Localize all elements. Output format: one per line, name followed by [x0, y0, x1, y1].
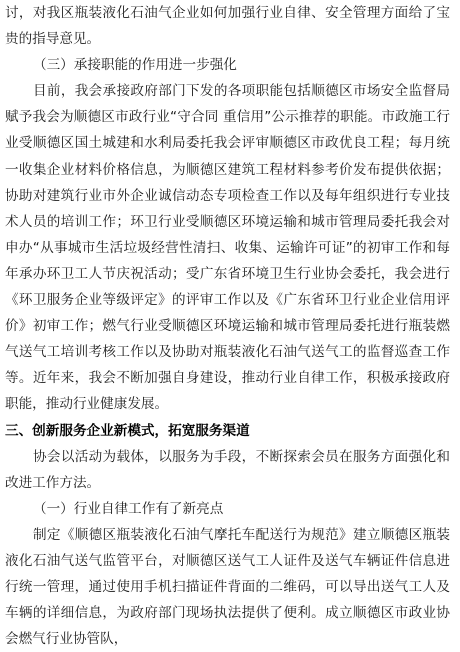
paragraph-service: 协会以活动为载体，以服务为手段，不断探索会员在服务方面强化和改进工作方法。	[5, 448, 450, 491]
section-heading-1: （一）行业自律工作有了新亮点	[33, 500, 224, 517]
main-heading-3: 三、创新服务企业新模式，拓宽服务渠道	[5, 422, 250, 439]
paragraph-self-discipline: 制定《顺德区瓶装液化石油气摩托车配送行为规范》建立顺德区瓶装液化石油气送气监管平台，对顺德区送气工人证件及送气车辆证件信息进行统一管理，通过使用手机扫描证件背面的二维码，可以导出送气工人及车辆的详细信息，为政府部门现场执法提供了便利。成立顺德区市政业协会燃气行业协管队，	[5, 526, 450, 648]
paragraph-functions: 目前，我会承接政府部门下发的各项职能包括顺德区市场安全监督局赋予我会为顺德区市政行业“守合同 重信用”公示推荐的职能。市政施工行业受顺德区国土城建和水利局委托我会评审顺德区市政优良工程；每月统一收集企业材料价格信息，为顺德区建筑工程材料参考价发布提供依据；协助对建筑行业市外企业诚信动态专项检查工作以及每年组织进行专业技术人员的培训工作；环卫行业受顺德区环境运输和城市管理局委托我会对申办“从事城市生活垃圾经营性清扫、收集、运输许可证”的初审工作和每年承办环卫工人节庆祝活动；受广东省环境卫生行业协会委托，我会进行《环卫服务企业等级评定》的评审工作以及《广东省环卫行业企业信用评价》初审工作；燃气行业受顺德区环境运输和城市管理局委托进行瓶装燃气送气工培训考核工作以及协助对瓶装液化石油气送气工的监督巡查工作等。近年来，我会不断加强自身建设，推动行业自律工作，积极承接政府职能，推动行业健康发展。	[5, 83, 450, 413]
paragraph-continuation: 讨，对我区瓶装液化石油气企业如何加强行业自律、安全管理方面给了宝贵的指导意见。	[5, 5, 450, 48]
section-heading-3: （三）承接职能的作用进一步强化	[33, 57, 237, 74]
